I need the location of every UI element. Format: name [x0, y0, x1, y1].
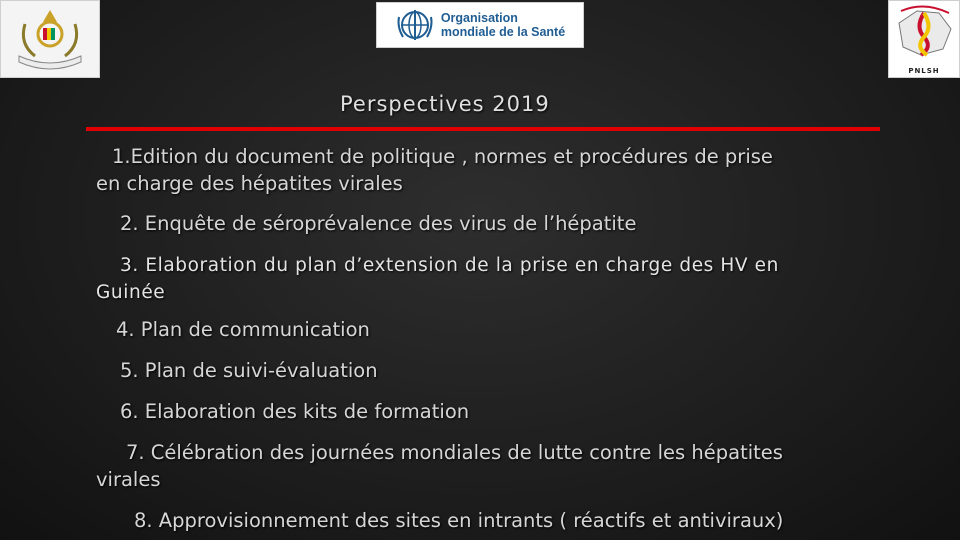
pnlsh-logo: [888, 0, 960, 78]
pnlsh-emblem-icon: [891, 3, 957, 65]
slide-title: Perspectives 2019: [340, 92, 550, 116]
list-item-3-line1: 3. Elaboration du plan d’extension de la prise en charge des HV en: [120, 255, 779, 276]
coat-of-arms-icon: [5, 4, 95, 74]
list-item-2: 2. Enquête de séroprévalence des virus de l’hépatite: [120, 212, 637, 235]
list-item-7-line2: virales: [96, 468, 161, 491]
oms-who-logo: [376, 2, 584, 48]
list-item-5: 5. Plan de suivi-évaluation: [120, 359, 378, 382]
list-item-1-line2: en charge des hépatites virales: [96, 172, 403, 195]
guinea-coat-of-arms-logo: [0, 0, 100, 78]
list-item-7-line1: 7. Célébration des journées mondiales de lutte contre les hépatites: [126, 441, 783, 464]
title-underline: [86, 127, 880, 131]
oms-logo-text: [441, 11, 565, 39]
oms-logo-line1: Organisation: [440, 11, 518, 25]
list-item-3-line2: Guinée: [96, 282, 166, 303]
list-item-1-line1: 1.Edition du document de politique , normes et procédures de prise: [112, 145, 773, 168]
list-item-8: 8. Approvisionnement des sites en intrants ( réactifs et antiviraux): [134, 509, 784, 532]
pnlsh-logo-label: PNLSH: [908, 67, 940, 75]
oms-logo-line2: mondiale de la Santé: [440, 25, 566, 39]
who-emblem-icon: [395, 7, 435, 43]
list-item-4: 4. Plan de communication: [116, 318, 370, 341]
list-item-6: 6. Elaboration des kits de formation: [120, 400, 470, 423]
